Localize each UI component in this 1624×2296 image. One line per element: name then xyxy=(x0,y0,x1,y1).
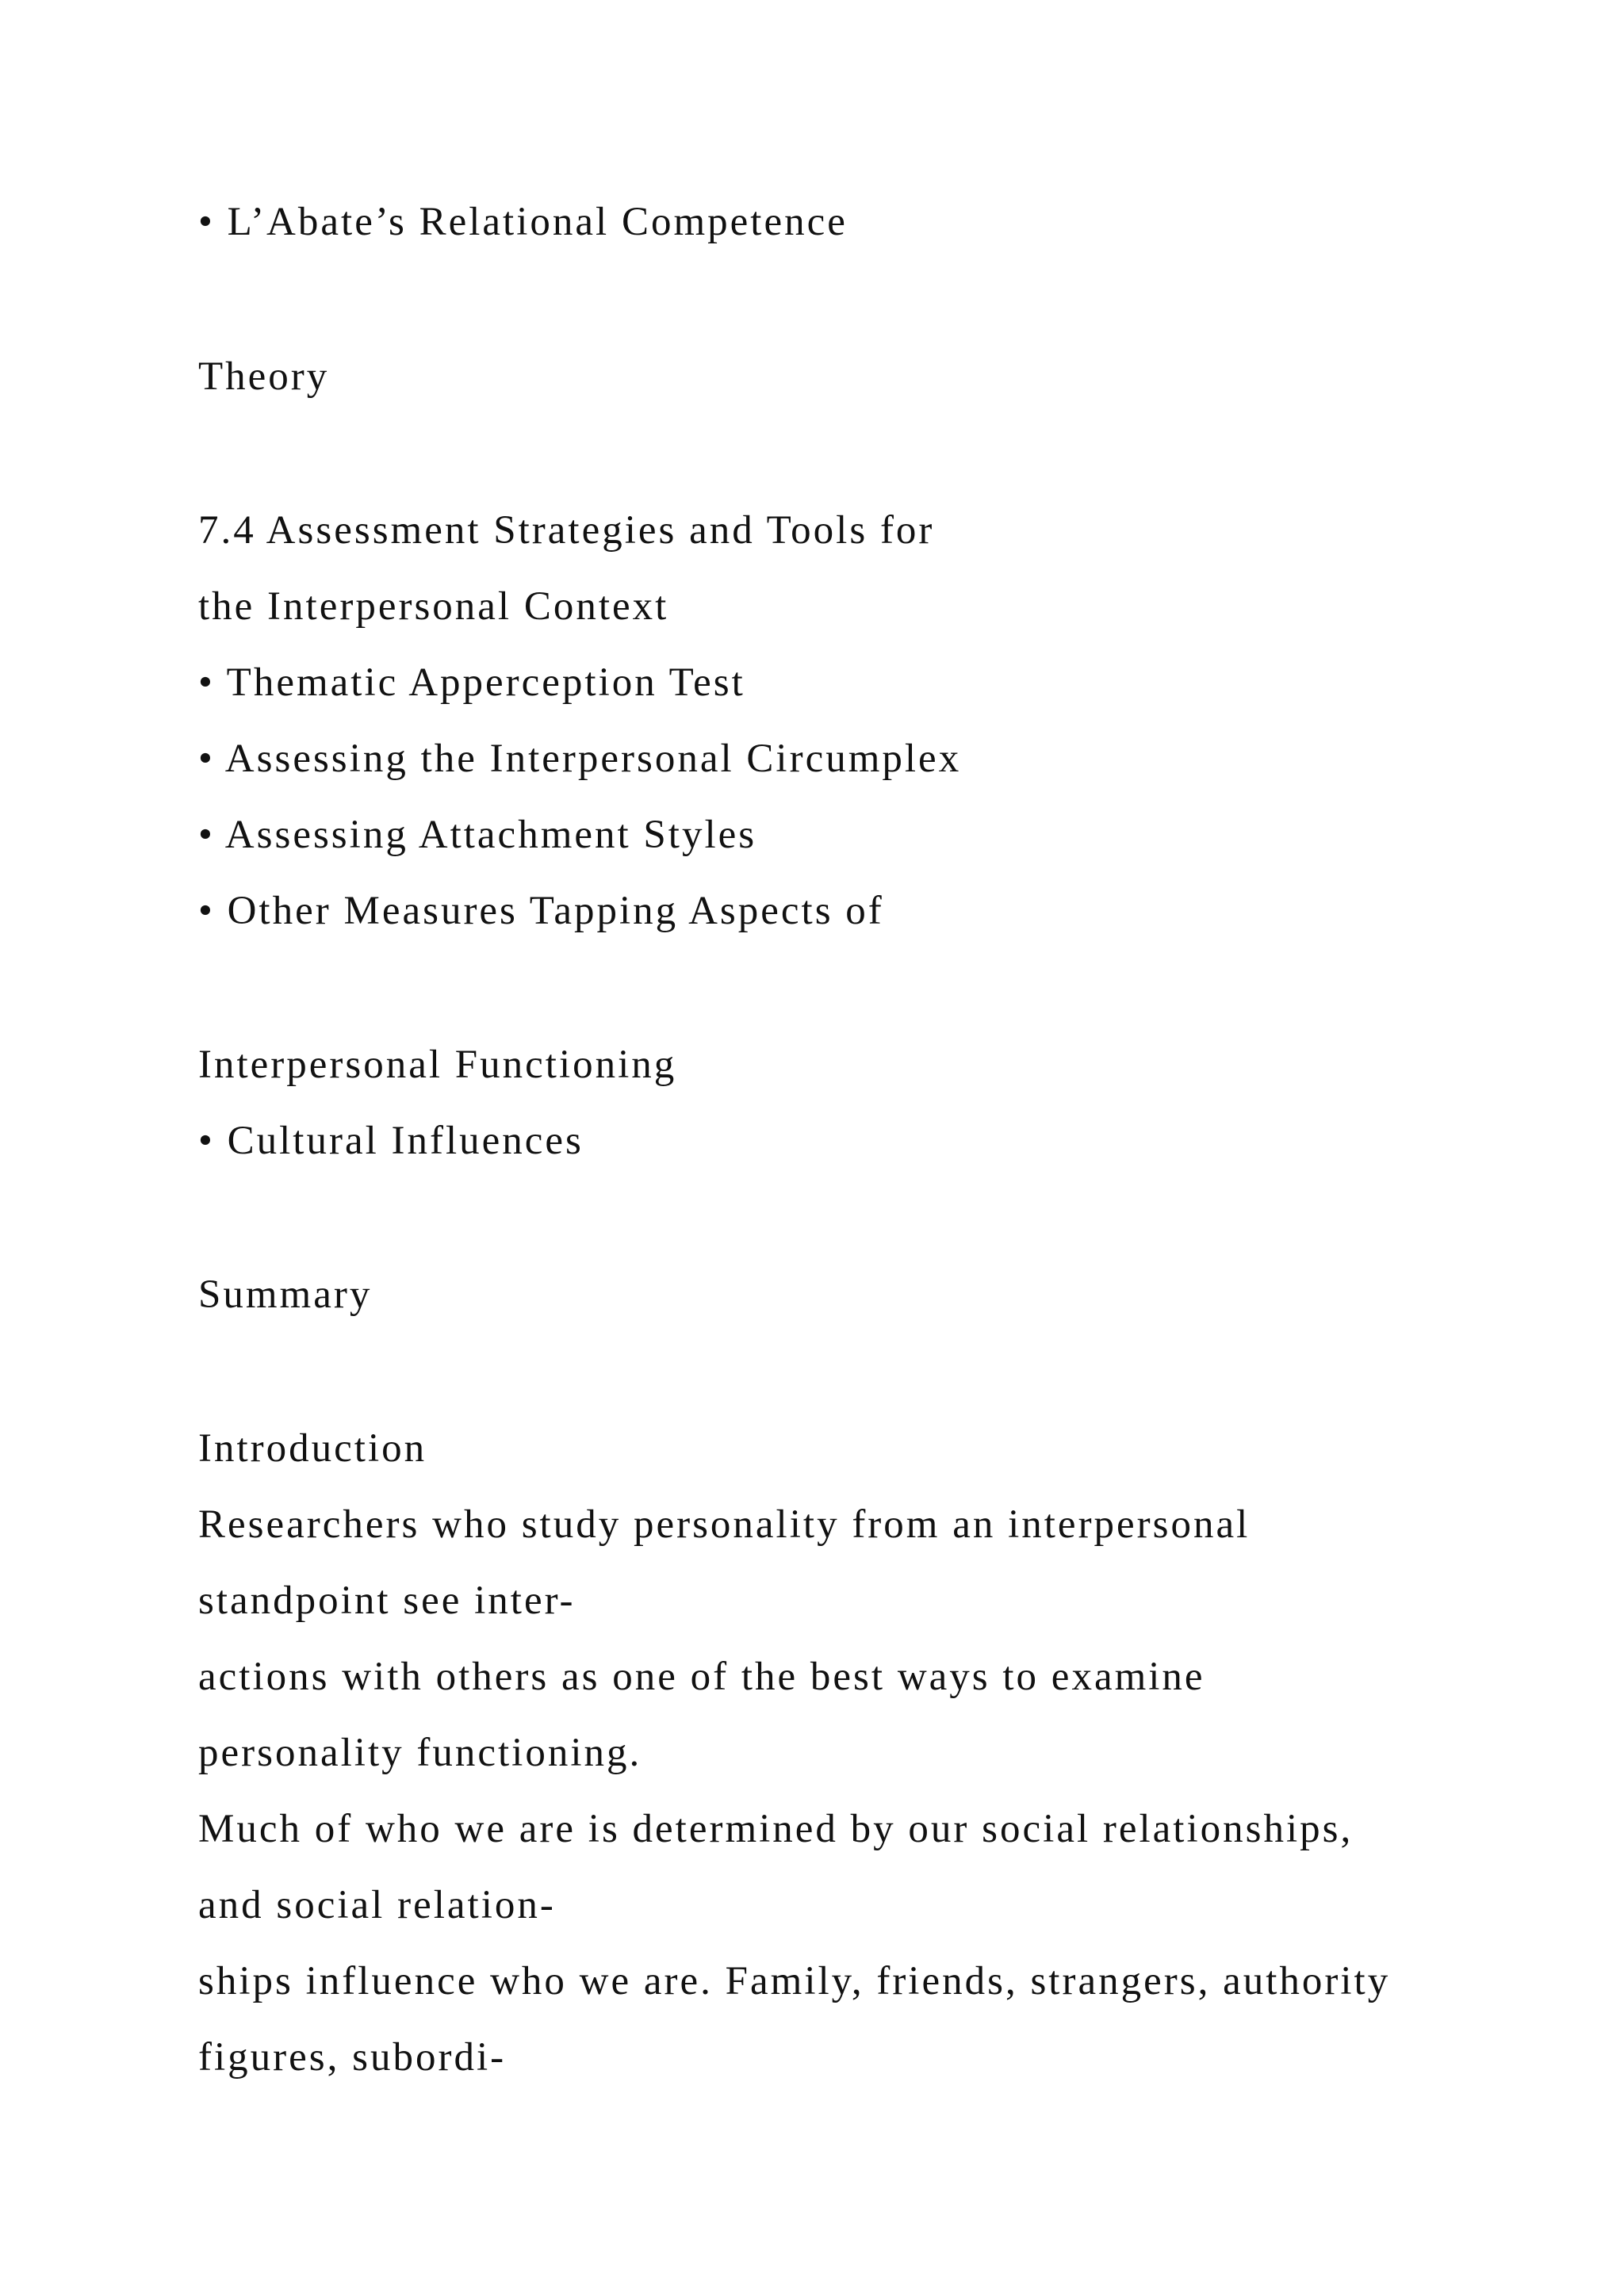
introduction-heading: Introduction xyxy=(198,1426,427,1471)
toc-item-cultural-influences: • Cultural Influences xyxy=(198,1119,584,1163)
toc-item-other-measures: • Other Measures Tapping Aspects of xyxy=(198,889,884,933)
body-text-line: and social relation- xyxy=(198,1883,556,1927)
body-text-line: ships influence who we are. Family, friends, strangers, authority xyxy=(198,1959,1391,2003)
body-text-line: figures, subordi- xyxy=(198,2035,507,2080)
section-heading-7-4: 7.4 Assessment Strategies and Tools for xyxy=(198,508,935,553)
toc-item-interpersonal-functioning: Interpersonal Functioning xyxy=(198,1043,677,1087)
body-text-line: Researchers who study personality from an interpersonal xyxy=(198,1502,1251,1547)
body-text-line: personality functioning. xyxy=(198,1731,642,1775)
toc-item-theory: Theory xyxy=(198,354,330,399)
toc-item-interpersonal-circumplex: • Assessing the Interpersonal Circumplex xyxy=(198,737,962,781)
section-heading-7-4-continued: the Interpersonal Context xyxy=(198,584,669,629)
toc-item-thematic-apperception-test: • Thematic Apperception Test xyxy=(198,660,745,705)
body-text-line: standpoint see inter- xyxy=(198,1578,576,1623)
toc-item-labate-relational-competence: • L’Abate’s Relational Competence xyxy=(198,200,848,244)
toc-item-attachment-styles: • Assessing Attachment Styles xyxy=(198,813,757,857)
body-text-line: Much of who we are is determined by our social relationships, xyxy=(198,1807,1354,1851)
body-text-line: actions with others as one of the best ways to examine xyxy=(198,1655,1205,1699)
toc-item-summary: Summary xyxy=(198,1272,373,1317)
